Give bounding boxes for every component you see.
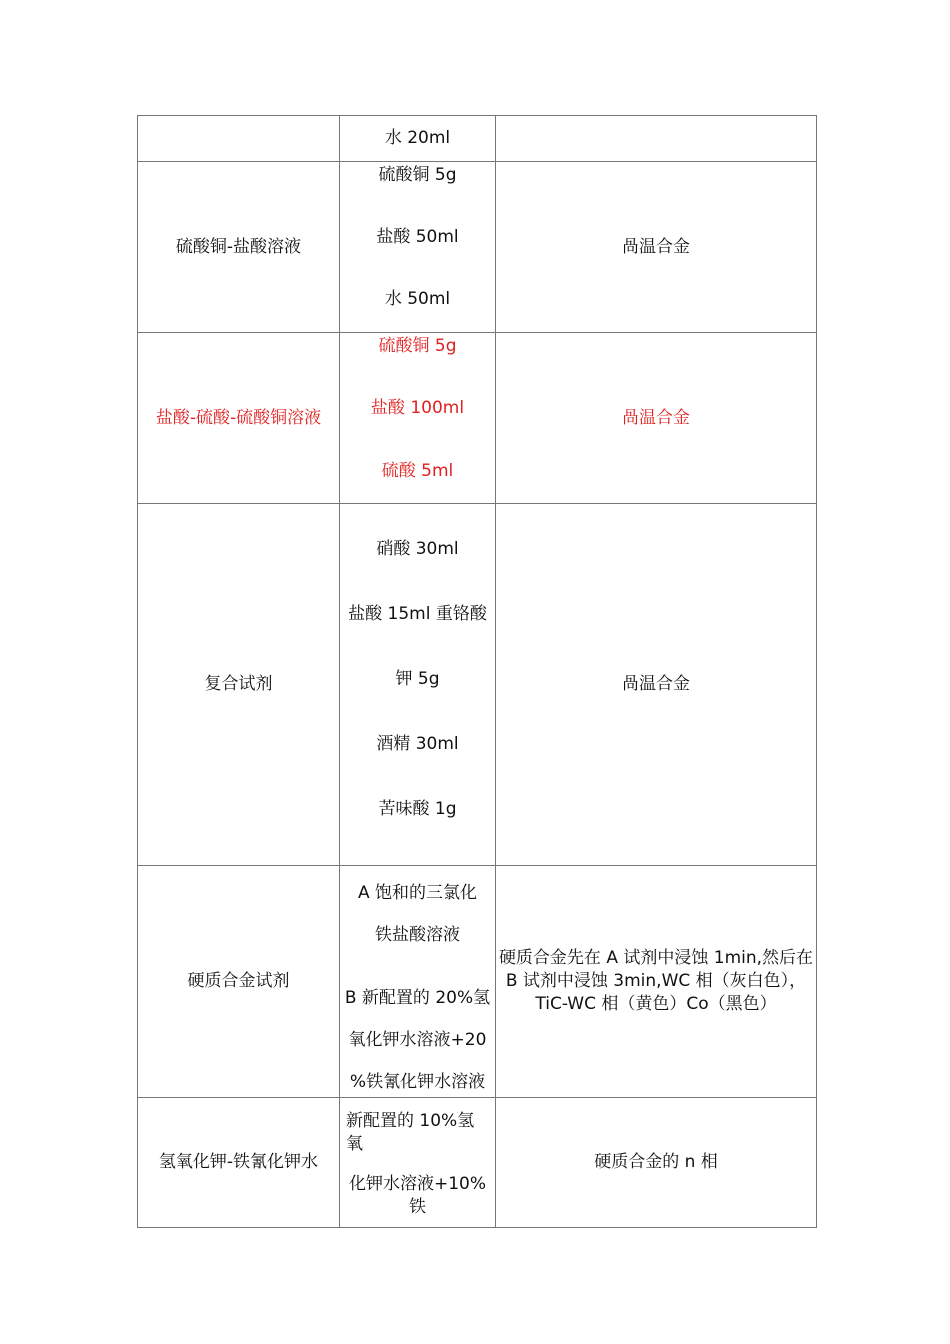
composition-cell (340, 162, 496, 333)
use-cell: 咼温合金 (496, 162, 817, 333)
table-row (138, 504, 817, 866)
table-row (138, 116, 817, 162)
use-cell: 硬质合金的 n 相 (496, 1098, 817, 1228)
composition-line: 铁盐酸溶液 (375, 925, 460, 945)
composition-line: 钾 5g (395, 669, 440, 689)
composition-line: 酒精 30ml (376, 734, 459, 754)
table-row (138, 1098, 817, 1228)
use-cell: 硬质合金先在 A 试剂中浸蚀 1min,然后在 B 试剂中浸蚀 3min,WC 相（灰白色），TiC-WC 相（黄色）Co（黑色） (496, 866, 817, 1098)
composition-line: 水 50ml (384, 289, 451, 309)
composition-line: 硫酸 5ml (381, 461, 454, 481)
composition-line: %铁氰化钾水溶液 (349, 1072, 486, 1092)
composition-cell (340, 116, 496, 162)
use-cell: 咼温合金 (496, 504, 817, 866)
reagent-name-cell: 硬质合金试剂 (138, 866, 340, 1098)
composition-line: A 饱和的三氯化 (357, 883, 478, 903)
composition-cell (340, 504, 496, 866)
reagent-name-cell: 盐酸-硫酸-硫酸铜溶液 (138, 333, 340, 504)
composition-line: 水 20ml (384, 128, 451, 149)
table-row-highlighted (138, 333, 817, 504)
reagent-name-cell: 氢氧化钾-铁氰化钾水 (138, 1098, 340, 1228)
table-row (138, 866, 817, 1098)
composition-line: 盐酸 15ml 重铬酸 (348, 604, 487, 624)
composition-cell (340, 1098, 496, 1228)
composition-line: 氧化钾水溶液+20 (348, 1030, 487, 1050)
reagent-table (137, 115, 817, 1228)
composition-line: 化钾水溶液+10%铁 (348, 1174, 487, 1217)
composition-line: 硫酸铜 5g (378, 336, 457, 356)
reagent-name-cell: 硫酸铜-盐酸溶液 (138, 162, 340, 333)
composition-line: 盐酸 100ml (370, 398, 465, 418)
composition-cell (340, 866, 496, 1098)
use-cell (496, 116, 817, 162)
table-row (138, 162, 817, 333)
reagent-name-cell: 复合试剂 (138, 504, 340, 866)
composition-line: 新配置的 10%氢氧 (346, 1111, 475, 1154)
use-cell: 咼温合金 (496, 333, 817, 504)
reagent-name-cell (138, 116, 340, 162)
composition-line: 硝酸 30ml (376, 539, 459, 559)
composition-cell (340, 333, 496, 504)
composition-line: 盐酸 50ml (376, 227, 459, 247)
composition-line: 苦味酸 1g (378, 799, 457, 819)
composition-line: B 新配置的 20%氢 (344, 988, 491, 1008)
composition-line: 硫酸铜 5g (378, 165, 457, 185)
